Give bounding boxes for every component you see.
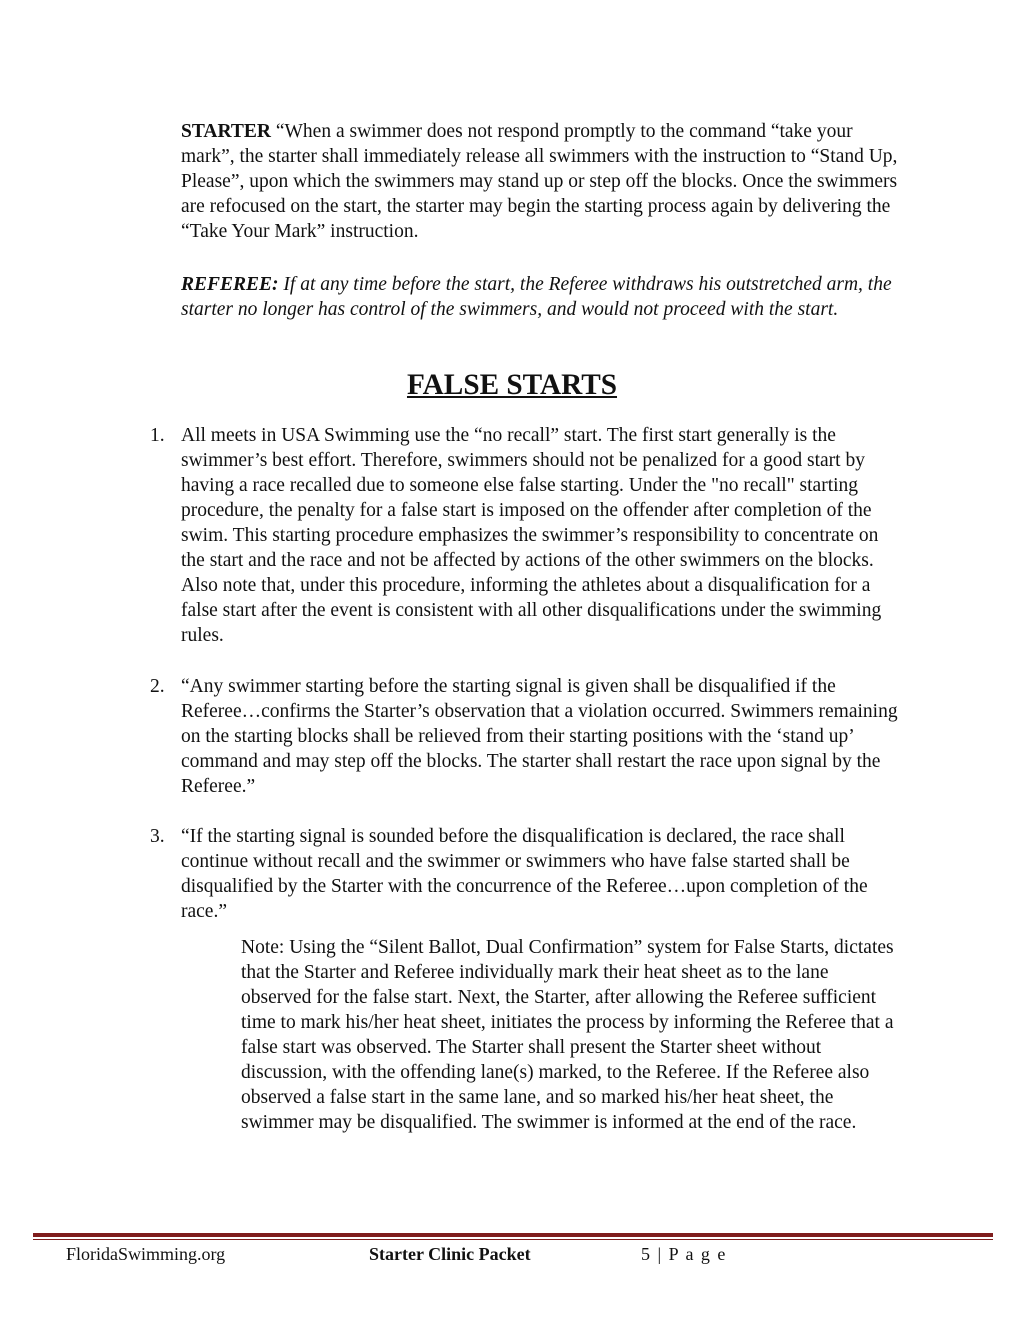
- footer-divider: [33, 1233, 993, 1237]
- list-item-text: “Any swimmer starting before the starting signal is given shall be disqualified if the Referee…confirms the Starter’s observation that a violation occurred. Swimmers remaining on the starting blocks shall be relieved from their starting positions with the ‘stand up’ command and may step off the blocks. The starter shall restart the race upon signal by the Referee.”: [181, 676, 898, 797]
- list-item-number: 2.: [150, 676, 165, 697]
- section-title: FALSE STARTS: [406, 369, 618, 401]
- footer-divider-thin: [33, 1239, 993, 1240]
- starter-text: “When a swimmer does not respond promptly to the command “take your mark”, the starter shall immediately release all swimmers with the instruction to “Stand Up, Please”, upon which the swimmers may stand up or step off the blocks. Once the swimmers are refocused on the start, the starter may begin the starting process again by delivering the “Take Your Mark” instruction.: [181, 121, 898, 242]
- footer-site: FloridaSwimming.org: [66, 1244, 226, 1264]
- referee-paragraph: [181, 272, 901, 322]
- starter-paragraph: [181, 119, 901, 244]
- list-item-number: 1.: [150, 425, 165, 446]
- footer-page-number: 5 | P a g e: [641, 1244, 727, 1264]
- list-item-text: “If the starting signal is sounded before the disqualification is declared, the race shall continue without recall and the swimmer or swimmers who have false started shall be disqualified by the Starter with the concurrence of the Referee…upon completion of the race.”: [181, 826, 868, 922]
- starter-label: STARTER: [181, 121, 271, 142]
- referee-text: If at any time before the start, the Referee withdraws his outstretched arm, the starter no longer has control of the swimmers, and would not proceed with the start.: [181, 274, 892, 320]
- list-item-text: All meets in USA Swimming use the “no recall” start. The first start generally is the swimmer’s best effort. Therefore, swimmers should not be penalized for a good start by having a race recalled due to someone else false starting. Under the "no recall" starting procedure, the penalty for a false start is imposed on the offender after completion of the swim. This starting procedure emphasizes the swimmer’s responsibility to concentrate on the start and the race and not be affected by actions of the other swimmers on the blocks. Also note that, under this procedure, informing the athletes about a disqualification for a false start after the event is consistent with all other disqualifications under the swimming rules.: [181, 425, 882, 646]
- list-item-number: 3.: [150, 826, 165, 847]
- referee-label: REFEREE:: [181, 274, 279, 295]
- note-paragraph: Note: Using the “Silent Ballot, Dual Confirmation” system for False Starts, dictates that the Starter and Referee individually mark their heat sheet as to the lane observed for the false start. Next, the Starter, after allowing the Referee sufficient time to mark his/her heat sheet, initiates the process by informing the Referee that a false start was observed. The Starter shall present the Starter sheet without discussion, with the offending lane(s) marked, to the Referee. If the Referee also observed a false start in the same lane, and so marked his/her heat sheet, the swimmer may be disqualified. The swimmer is informed at the end of the race.: [241, 937, 894, 1133]
- footer-title: Starter Clinic Packet: [369, 1244, 531, 1264]
